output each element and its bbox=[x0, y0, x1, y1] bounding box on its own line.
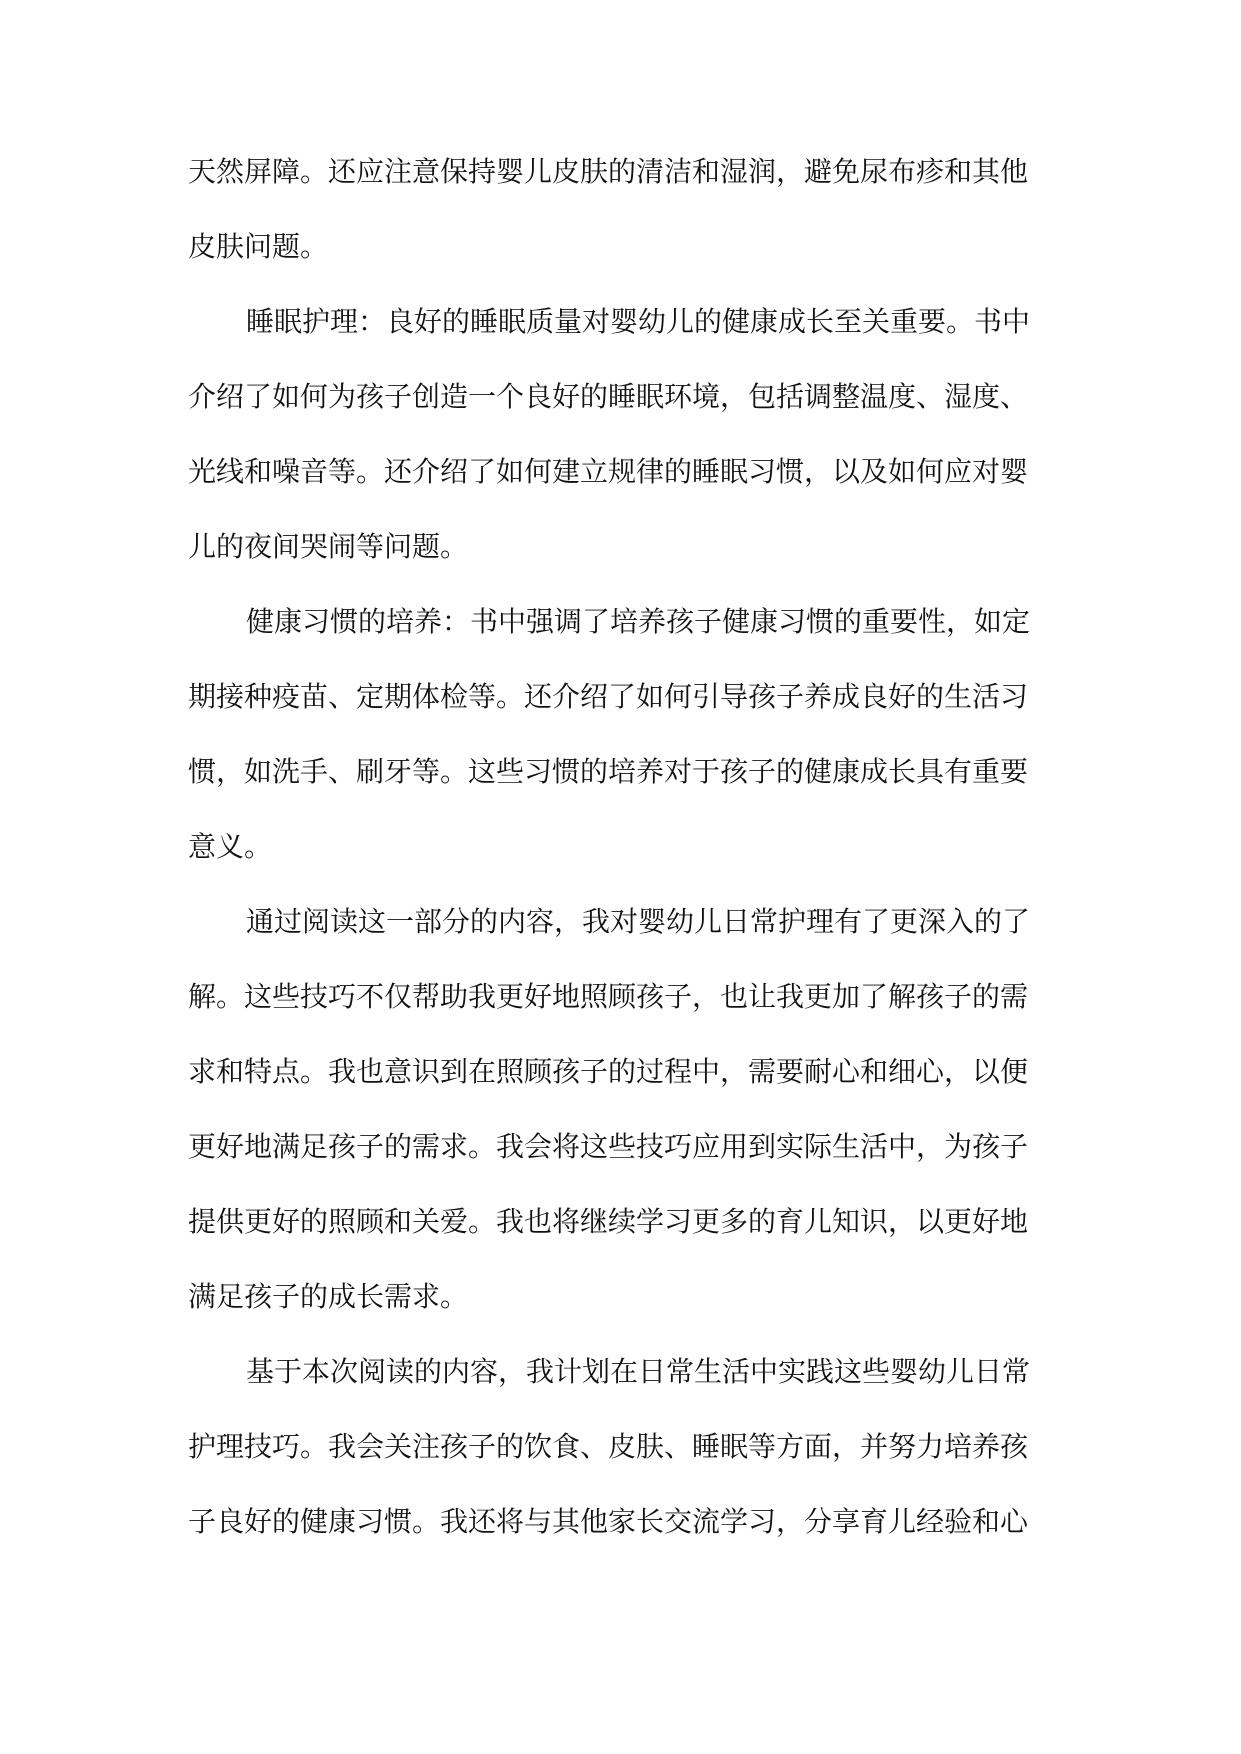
paragraph-start-line: 睡眠护理：良好的睡眠质量对婴幼儿的健康成长至关重要。书中 bbox=[246, 305, 1031, 338]
text-line: 更好地满足孩子的需求。我会将这些技巧应用到实际生活中，为孩子 bbox=[188, 1130, 1029, 1163]
text-line: 子良好的健康习惯。我还将与其他家长交流学习，分享育儿经验和心 bbox=[188, 1505, 1029, 1538]
text-line: 意义。 bbox=[188, 830, 273, 863]
text-line: 光线和噪音等。还介绍了如何建立规律的睡眠习惯，以及如何应对婴 bbox=[188, 455, 1029, 488]
text-line: 儿的夜间哭闹等问题。 bbox=[188, 530, 469, 563]
paragraph-start-line: 基于本次阅读的内容，我计划在日常生活中实践这些婴幼儿日常 bbox=[246, 1355, 1031, 1388]
text-line: 满足孩子的成长需求。 bbox=[188, 1280, 469, 1313]
paragraph-start-line: 通过阅读这一部分的内容，我对婴幼儿日常护理有了更深入的了 bbox=[246, 905, 1031, 938]
text-line: 求和特点。我也意识到在照顾孩子的过程中，需要耐心和细心，以便 bbox=[188, 1055, 1029, 1088]
text-line: 期接种疫苗、定期体检等。还介绍了如何引导孩子养成良好的生活习 bbox=[188, 680, 1029, 713]
paragraph-start-line: 健康习惯的培养：书中强调了培养孩子健康习惯的重要性，如定 bbox=[246, 605, 1031, 638]
text-line: 天然屏障。还应注意保持婴儿皮肤的清洁和湿润，避免尿布疹和其他 bbox=[188, 155, 1029, 188]
text-line: 皮肤问题。 bbox=[188, 230, 329, 263]
text-line: 护理技巧。我会关注孩子的饮食、皮肤、睡眠等方面，并努力培养孩 bbox=[188, 1430, 1029, 1463]
text-line: 介绍了如何为孩子创造一个良好的睡眠环境，包括调整温度、湿度、 bbox=[188, 380, 1029, 413]
text-line: 提供更好的照顾和关爱。我也将继续学习更多的育儿知识，以更好地 bbox=[188, 1205, 1029, 1238]
text-line: 惯，如洗手、刷牙等。这些习惯的培养对于孩子的健康成长具有重要 bbox=[188, 755, 1029, 788]
text-line: 解。这些技巧不仅帮助我更好地照顾孩子，也让我更加了解孩子的需 bbox=[188, 980, 1029, 1013]
document-body bbox=[188, 134, 1068, 1559]
